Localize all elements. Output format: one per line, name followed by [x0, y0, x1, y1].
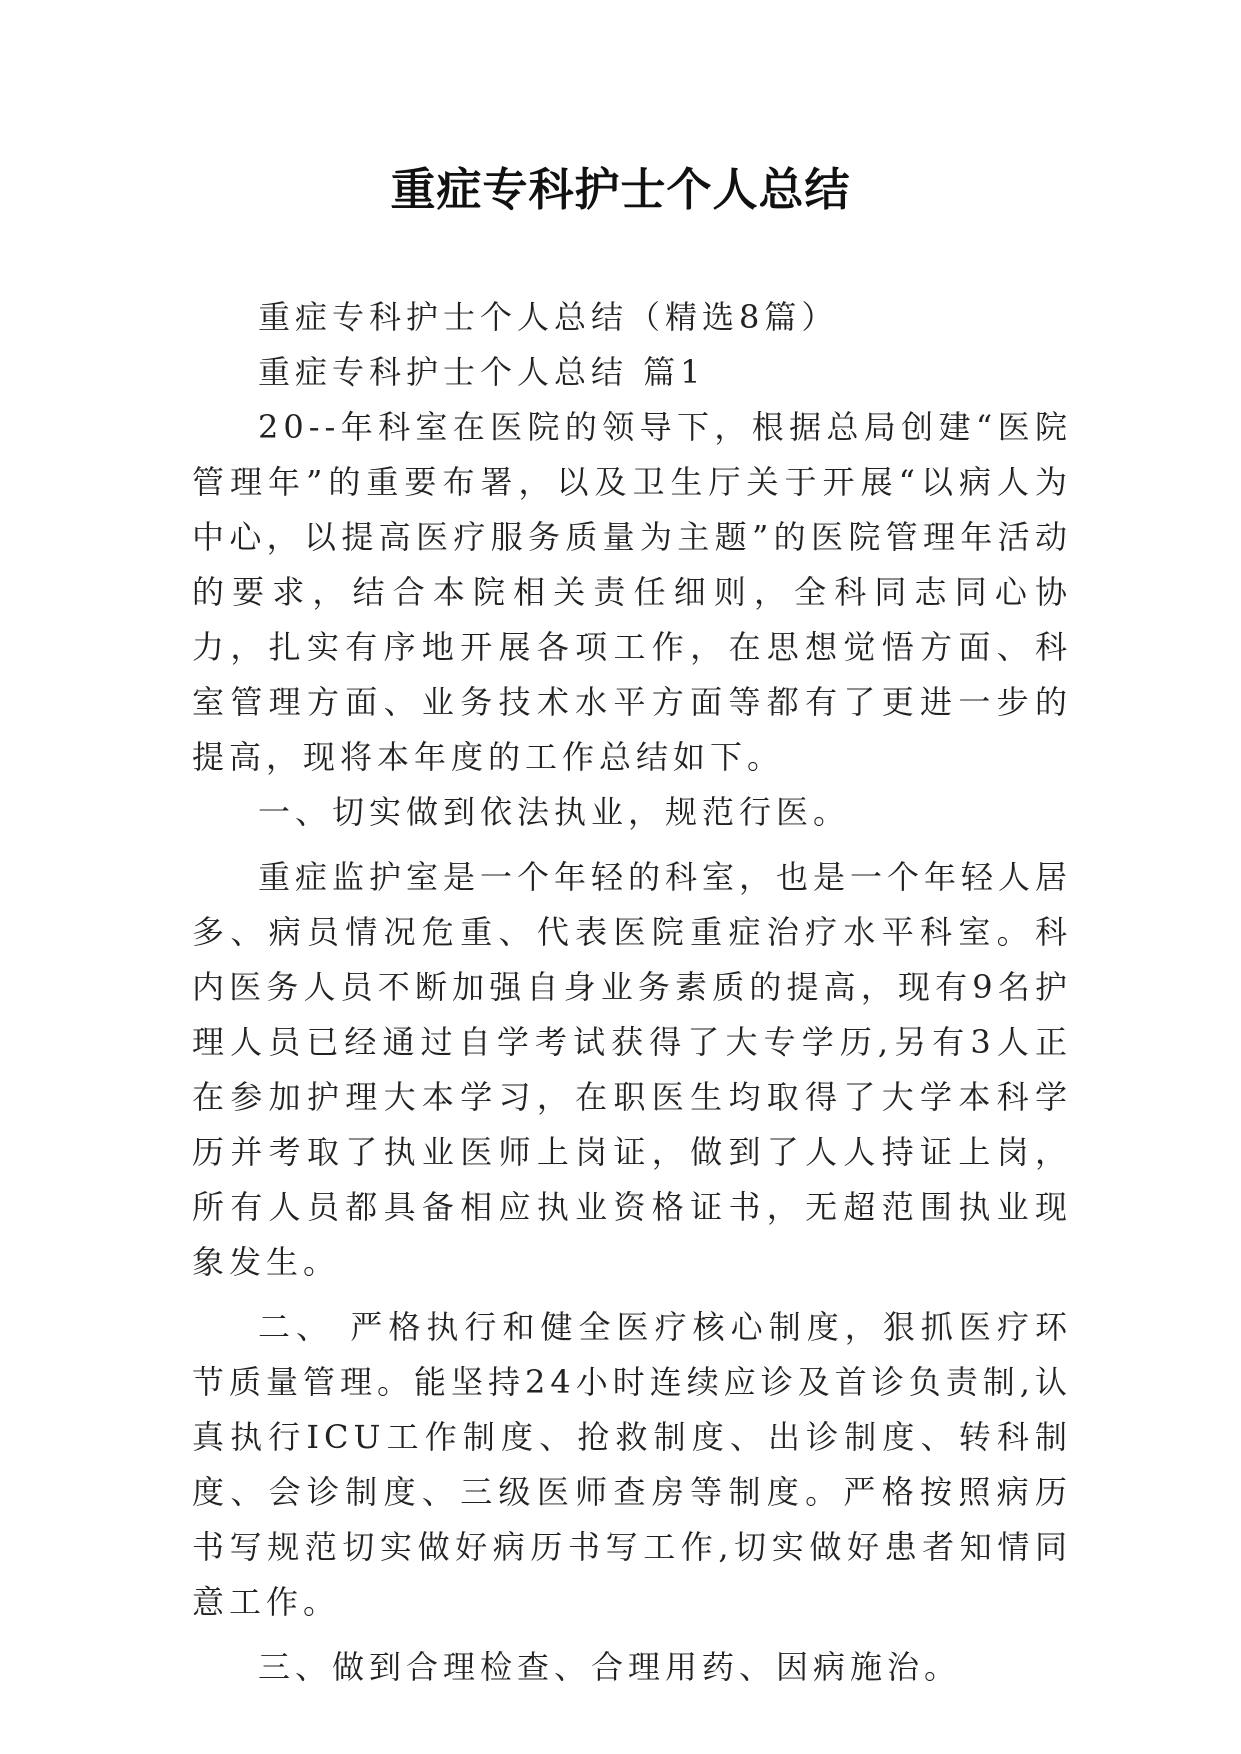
document-title: 重症专科护士个人总结 — [390, 163, 851, 216]
document-body — [192, 290, 1072, 1695]
paragraph-intro: 20--年科室在医院的领导下，根据总局创建“医院管理年”的重要布署，以及卫生厅关于开展“以病人为中心，以提高医疗服务质量为主题”的医院管理年活动的要求，结合本院相关责任细则，全科同志同心协力，扎实有序地开展各项工作，在思想觉悟方面、科室管理方面、业务技术水平方面等都有了更进一步的提高，现将本年度的工作总结如下。 — [192, 408, 1072, 776]
paragraph-section-1-body: 重症监护室是一个年轻的科室，也是一个年轻人居多、病员情况危重、代表医院重症治疗水平科室。科内医务人员不断加强自身业务素质的提高，现有9名护理人员已经通过自学考试获得了大专学历,另有3人正在参加护理大本学习，在职医生均取得了大学本科学历并考取了执业医师上岗证，做到了人人持证上岗，所有人员都具备相应执业资格证书，无超范围执业现象发生。 — [192, 858, 1073, 1281]
paragraph-section-2: 二、 严格执行和健全医疗核心制度，狠抓医疗环节质量管理。能坚持24小时连续应诊及首诊负责制,认真执行ICU工作制度、抢救制度、出诊制度、转科制度、会诊制度、三级医师查房等制度。严格按照病历书写规范切实做好病历书写工作,切实做好患者知情同意工作。 — [192, 1308, 1072, 1621]
paragraph-article-heading: 重症专科护士个人总结 篇1 — [258, 353, 706, 391]
paragraph-section-3-heading: 三、做到合理检查、合理用药、因病施治。 — [258, 1648, 962, 1686]
paragraph-collection-heading: 重症专科护士个人总结（精选8篇） — [258, 298, 839, 336]
paragraph-section-1-heading: 一、切实做到依法执业，规范行医。 — [258, 793, 851, 831]
